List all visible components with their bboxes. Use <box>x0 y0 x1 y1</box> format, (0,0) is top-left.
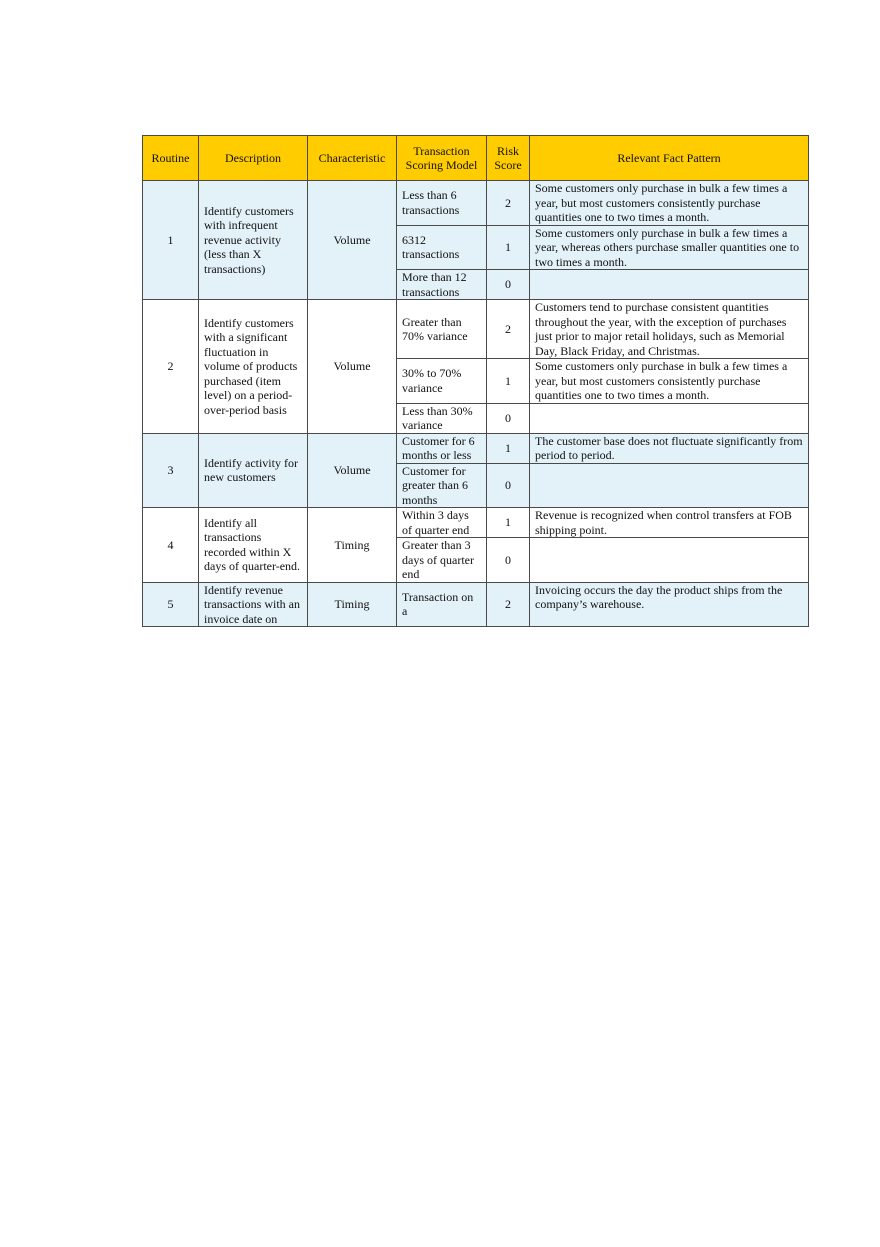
fact-pattern: Customers tend to purchase consistent quantities throughout the year, with the exception of purchases just prior to major retail holidays, such as Memorial Day, Black Friday, and Christmas. <box>530 300 809 359</box>
routine-description: Identify customers with a significant fluctuation in volume of products purchased (item level) on a period-over-period basis <box>199 300 308 434</box>
scoring-model: 30% to 70% variance <box>397 359 487 404</box>
risk-scoring-table-container <box>142 135 808 627</box>
routine-characteristic: Timing <box>308 508 397 583</box>
table-row <box>143 582 809 627</box>
header-relevant-fact-pattern: Relevant Fact Pattern <box>530 136 809 181</box>
risk-score: 1 <box>487 433 530 463</box>
scoring-model: Greater than 70% variance <box>397 300 487 359</box>
fact-pattern <box>530 403 809 433</box>
scoring-model: Greater than 3 days of quarter end <box>397 538 487 583</box>
risk-scoring-table <box>142 135 809 627</box>
routine-number: 4 <box>143 508 199 583</box>
fact-pattern: Some customers only purchase in bulk a few times a year, but most customers consistently purchase quantities one to two times a month. <box>530 359 809 404</box>
risk-score: 0 <box>487 270 530 300</box>
fact-pattern <box>530 463 809 508</box>
fact-pattern: Some customers only purchase in bulk a few times a year, but most customers consistently purchase quantities one to two times a month. <box>530 181 809 226</box>
routine-number: 5 <box>143 582 199 627</box>
header-routine: Routine <box>143 136 199 181</box>
table-row <box>143 300 809 359</box>
fact-pattern: Revenue is recognized when control transfers at FOB shipping point. <box>530 508 809 538</box>
header-characteristic: Characteristic <box>308 136 397 181</box>
risk-score: 2 <box>487 181 530 226</box>
fact-pattern <box>530 270 809 300</box>
routine-characteristic: Timing <box>308 582 397 627</box>
fact-pattern: The customer base does not fluctuate significantly from period to period. <box>530 433 809 463</box>
routine-characteristic: Volume <box>308 433 397 508</box>
header-row <box>143 136 809 181</box>
routine-number: 1 <box>143 181 199 300</box>
scoring-model: Within 3 days of quarter end <box>397 508 487 538</box>
risk-score: 2 <box>487 582 530 627</box>
risk-score: 1 <box>487 508 530 538</box>
routine-characteristic: Volume <box>308 300 397 434</box>
scoring-model: Transaction on a <box>397 582 487 627</box>
risk-score: 1 <box>487 359 530 404</box>
routine-description: Identify revenue transactions with an invoice date on <box>199 582 308 627</box>
routine-number: 3 <box>143 433 199 508</box>
fact-pattern: Invoicing occurs the day the product ships from the company’s warehouse. <box>530 582 809 627</box>
header-transaction-scoring-model: Transaction Scoring Model <box>397 136 487 181</box>
risk-score: 0 <box>487 538 530 583</box>
scoring-model: 6312 transactions <box>397 225 487 270</box>
fact-pattern: Some customers only purchase in bulk a few times a year, whereas others purchase smaller quantities one to two times a month. <box>530 225 809 270</box>
table-row <box>143 181 809 226</box>
fact-pattern <box>530 538 809 583</box>
routine-description: Identify customers with infrequent revenue activity (less than X transactions) <box>199 181 308 300</box>
scoring-model: Less than 6 transactions <box>397 181 487 226</box>
scoring-model: Customer for greater than 6 months <box>397 463 487 508</box>
risk-score: 1 <box>487 225 530 270</box>
routine-characteristic: Volume <box>308 181 397 300</box>
routine-description: Identify all transactions recorded within X days of quarter-end. <box>199 508 308 583</box>
header-description: Description <box>199 136 308 181</box>
routine-number: 2 <box>143 300 199 434</box>
risk-score: 2 <box>487 300 530 359</box>
routine-description: Identify activity for new customers <box>199 433 308 508</box>
risk-score: 0 <box>487 403 530 433</box>
risk-score: 0 <box>487 463 530 508</box>
scoring-model: Customer for 6 months or less <box>397 433 487 463</box>
table-row <box>143 508 809 538</box>
scoring-model: Less than 30% variance <box>397 403 487 433</box>
table-row <box>143 433 809 463</box>
header-risk-score: Risk Score <box>487 136 530 181</box>
scoring-model: More than 12 transactions <box>397 270 487 300</box>
